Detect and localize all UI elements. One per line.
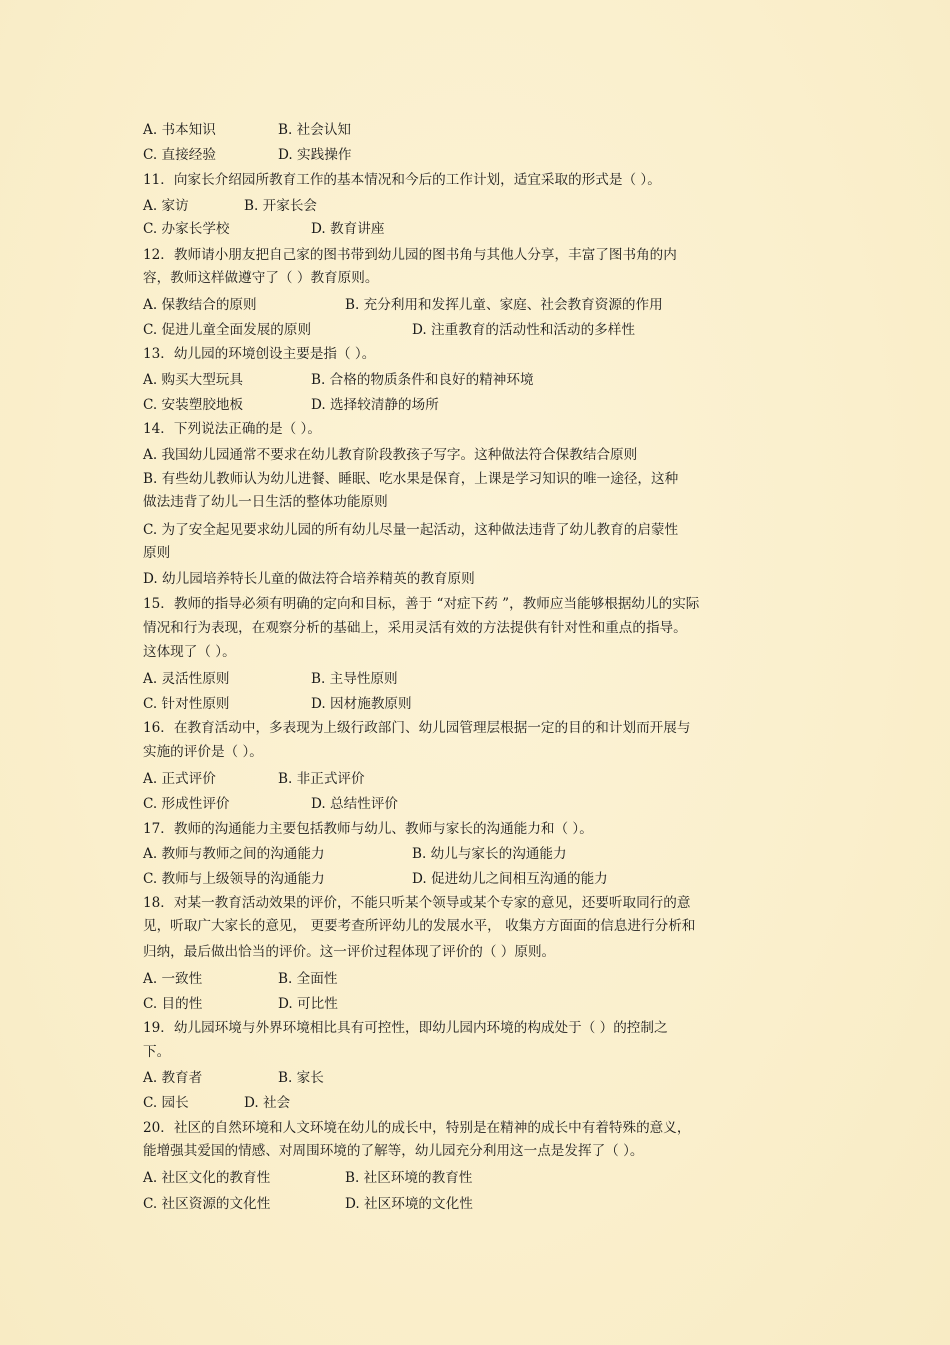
option-c: C. 社区资源的文化性 bbox=[143, 1196, 271, 1212]
option-a: A. 我国幼儿园通常不要求在幼儿教育阶段教孩子写字。这种做法符合保教结合原则 bbox=[143, 447, 638, 463]
option-c-cont: 原则 bbox=[143, 545, 171, 561]
option-c: C. 园长 bbox=[143, 1095, 189, 1111]
option-a: A. 一致性 bbox=[143, 971, 203, 987]
question-13: 13．幼儿园的环境创设主要是指（ ）。 bbox=[143, 346, 376, 362]
option-c: C. 为了安全起见要求幼儿园的所有幼儿尽量一起活动，这种做法违背了幼儿教育的启蒙性 bbox=[143, 522, 679, 538]
question-20: 20．社区的自然环境和人文环境在幼儿的成长中，特别是在精神的成长中有着特殊的意义， bbox=[143, 1120, 691, 1136]
option-d: D. 实践操作 bbox=[278, 147, 352, 163]
option-c: C. 直接经验 bbox=[143, 147, 216, 163]
option-d: D. 社区环境的文化性 bbox=[345, 1196, 473, 1212]
option-a: A. 书本知识 bbox=[143, 122, 216, 138]
question-19-cont: 下。 bbox=[143, 1044, 171, 1060]
option-a: A. 教师与教师之间的沟通能力 bbox=[143, 846, 325, 862]
option-b: B. 充分利用和发挥儿童、家庭、社会教育资源的作用 bbox=[345, 297, 663, 313]
question-19: 19．幼儿园环境与外界环境相比具有可控性，即幼儿园内环境的构成处于（ ）的控制之 bbox=[143, 1020, 668, 1036]
question-16: 16．在教育活动中，多表现为上级行政部门、幼儿园管理层根据一定的目的和计划而开展与 bbox=[143, 720, 691, 736]
option-c: C. 目的性 bbox=[143, 996, 203, 1012]
option-d: D. 总结性评价 bbox=[311, 796, 399, 812]
option-b: B. 非正式评价 bbox=[278, 771, 365, 787]
option-c: C. 形成性评价 bbox=[143, 796, 230, 812]
question-14: 14．下列说法正确的是（ ）。 bbox=[143, 421, 321, 437]
option-d: D. 社会 bbox=[244, 1095, 291, 1111]
option-b-cont: 做法违背了幼儿一日生活的整体功能原则 bbox=[143, 494, 388, 510]
option-a: A. 家访 bbox=[143, 198, 189, 214]
question-15: 15．教师的指导必须有明确的定向和目标，善于 “对症下药 ”，教师应当能够根据幼儿的实际 bbox=[143, 596, 700, 612]
option-d: D. 教育讲座 bbox=[311, 221, 385, 237]
question-12: 12．教师请小朋友把自己家的图书带到幼儿园的图书角与其他人分享，丰富了图书角的内 bbox=[143, 247, 677, 263]
option-c: C. 安装塑胶地板 bbox=[143, 397, 244, 413]
question-15-cont: 情况和行为表现，在观察分析的基础上，采用灵活有效的方法提供有针对性和重点的指导。 bbox=[143, 620, 687, 636]
question-12-cont: 容，教师这样做遵守了（ ）教育原则。 bbox=[143, 270, 379, 286]
option-a: A. 正式评价 bbox=[143, 771, 216, 787]
option-d: D. 注重教育的活动性和活动的多样性 bbox=[412, 322, 635, 338]
option-c: C. 促进儿童全面发展的原则 bbox=[143, 322, 312, 338]
option-b: B. 主导性原则 bbox=[311, 671, 398, 687]
option-b: B. 合格的物质条件和良好的精神环境 bbox=[311, 372, 534, 388]
option-b: B. 家长 bbox=[278, 1070, 324, 1086]
option-a: A. 购买大型玩具 bbox=[143, 372, 244, 388]
question-15-cont: 这体现了（ ）。 bbox=[143, 644, 236, 660]
option-a: A. 社区文化的教育性 bbox=[143, 1170, 271, 1186]
option-d: D. 可比性 bbox=[278, 996, 338, 1012]
option-b: B. 幼儿与家长的沟通能力 bbox=[412, 846, 567, 862]
option-c: C. 针对性原则 bbox=[143, 696, 230, 712]
option-d: D. 促进幼儿之间相互沟通的能力 bbox=[412, 871, 608, 887]
option-c: C. 教师与上级领导的沟通能力 bbox=[143, 871, 325, 887]
question-17: 17．教师的沟通能力主要包括教师与幼儿、教师与家长的沟通能力和（ ）。 bbox=[143, 821, 593, 837]
option-b: B. 全面性 bbox=[278, 971, 338, 987]
question-18-cont: 见，听取广大家长的意见， 更要考查所评幼儿的发展水平， 收集方方面面的信息进行分析和 bbox=[143, 918, 696, 934]
option-b: B. 开家长会 bbox=[244, 198, 318, 214]
option-a: A. 教育者 bbox=[143, 1070, 203, 1086]
option-d: D. 幼儿园培养特长儿童的做法符合培养精英的教育原则 bbox=[143, 571, 475, 587]
question-11: 11．向家长介绍园所教育工作的基本情况和今后的工作计划，适宜采取的形式是（ ）。 bbox=[143, 172, 661, 188]
option-d: D. 选择较清静的场所 bbox=[311, 397, 439, 413]
option-b: B. 有些幼儿教师认为幼儿进餐、睡眠、吃水果是保育，上课是学习知识的唯一途径，这种 bbox=[143, 471, 679, 487]
option-b: B. 社会认知 bbox=[278, 122, 352, 138]
question-18-cont: 归纳，最后做出恰当的评价。这一评价过程体现了评价的（ ）原则。 bbox=[143, 944, 556, 960]
question-16-cont: 实施的评价是（ ）。 bbox=[143, 744, 263, 760]
option-b: B. 社区环境的教育性 bbox=[345, 1170, 473, 1186]
question-18: 18．对某一教育活动效果的评价，不能只听某个领导或某个专家的意见，还要听取同行的意 bbox=[143, 895, 691, 911]
option-d: D. 因材施教原则 bbox=[311, 696, 412, 712]
option-a: A. 保教结合的原则 bbox=[143, 297, 257, 313]
question-20-cont: 能增强其爱国的情感、对周围环境的了解等，幼儿园充分利用这一点是发挥了（ ）。 bbox=[143, 1143, 644, 1159]
option-a: A. 灵活性原则 bbox=[143, 671, 230, 687]
option-c: C. 办家长学校 bbox=[143, 221, 230, 237]
